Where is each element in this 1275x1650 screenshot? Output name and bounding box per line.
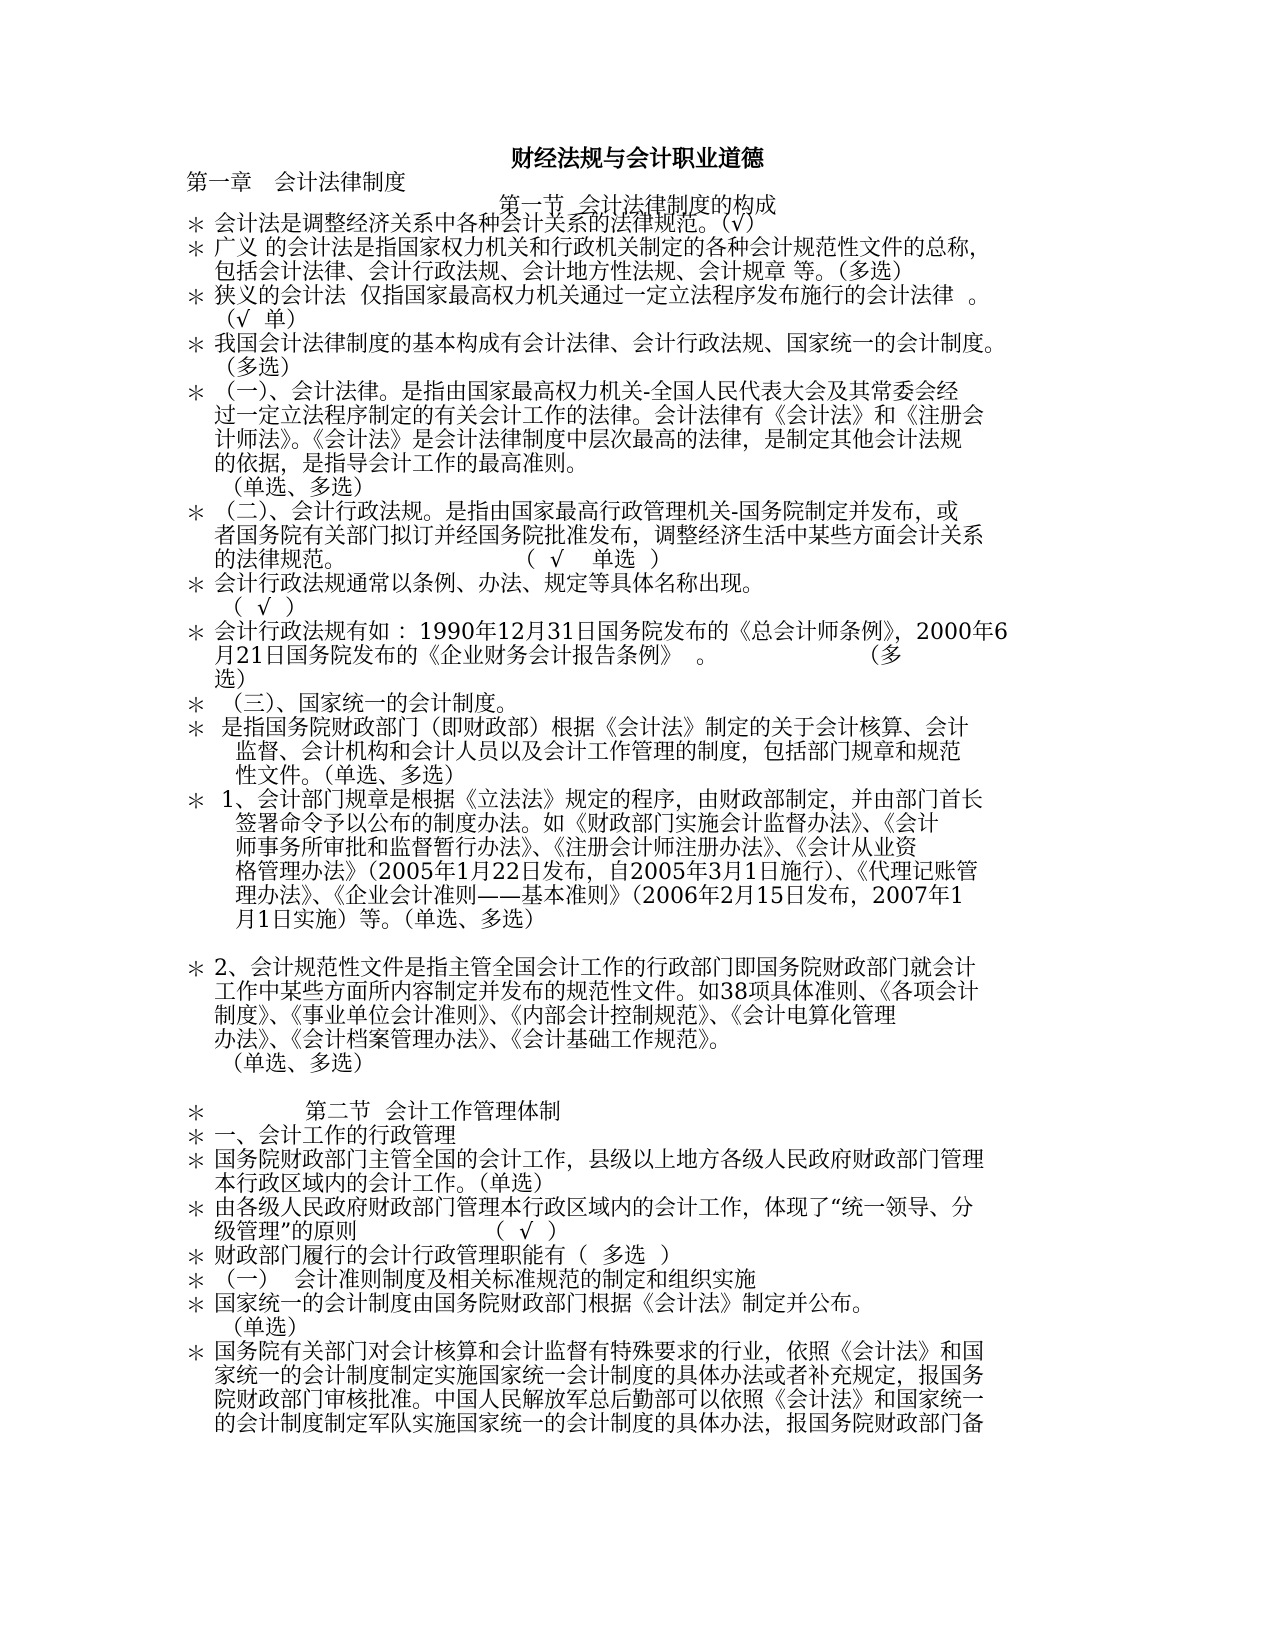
list-item-text bbox=[214, 1269, 1086, 1293]
asterisk-bullet-icon: ＊ bbox=[186, 1197, 206, 1221]
text-line: 国家统一的会计制度由国务院财政部门根据《会计法》制定并公布。 bbox=[214, 1292, 875, 1317]
list-item-text bbox=[214, 1293, 1086, 1341]
list-item bbox=[186, 573, 1086, 621]
text-line: 者国务院有关部门拟订并经国务院批准发布，调整经济生活中某些方面会计关系 bbox=[214, 524, 985, 549]
text-line: 办法》、《会计档案管理办法》、《会计基础工作规范》。 bbox=[214, 1028, 732, 1053]
asterisk-bullet-icon: ＊ bbox=[186, 381, 206, 405]
list-item bbox=[186, 1101, 1086, 1125]
text-line: 我国会计法律制度的基本构成有会计法律、会计行政法规、国家统一的会计制度。 bbox=[214, 332, 1007, 357]
list-item-text bbox=[214, 501, 1086, 573]
text-line: 的法律规范。 （ √ 单选 ） bbox=[214, 548, 672, 573]
list-item-text bbox=[214, 573, 1086, 621]
text-line: 理办法》、《企业会计准则——基本准则》（2006年2月15日发布，2007年1 bbox=[214, 884, 964, 909]
text-line: 签署命令予以公布的制度办法。如《财政部门实施会计监督办法》、《会计 bbox=[214, 812, 939, 837]
asterisk-bullet-icon: ＊ bbox=[186, 573, 206, 597]
asterisk-bullet-icon: ＊ bbox=[186, 285, 206, 309]
text-line: 过一定立法程序制定的有关会计工作的法律。会计法律有《会计法》和《注册会 bbox=[214, 404, 985, 429]
text-line: 家统一的会计制度制定实施国家统一会计制度的具体办法或者补充规定，报国务 bbox=[214, 1364, 985, 1389]
text-line: （一）、会计法律。是指由国家最高权力机关-全国人民代表大会及其常委会经 bbox=[214, 380, 959, 405]
list-item-text bbox=[214, 333, 1086, 381]
asterisk-bullet-icon: ＊ bbox=[186, 213, 206, 237]
list-item bbox=[186, 693, 1086, 717]
list-item-text bbox=[214, 1245, 1086, 1269]
text-line: 的会计制度制定军队实施国家统一的会计制度的具体办法，报国务院财政部门备 bbox=[214, 1412, 985, 1437]
list-item bbox=[186, 1197, 1086, 1245]
list-item-text bbox=[214, 1101, 1086, 1125]
text-line: 第二节 会计工作管理体制 bbox=[214, 1100, 561, 1125]
text-line: 工作中某些方面所内容制定并发布的规范性文件。如38项具体准则、《各项会计 bbox=[214, 980, 979, 1005]
list-item-text bbox=[214, 381, 1086, 501]
asterisk-bullet-icon: ＊ bbox=[186, 693, 206, 717]
text-line: （多选） bbox=[214, 356, 303, 381]
text-line: （单选、多选） bbox=[214, 1052, 375, 1077]
asterisk-bullet-icon: ＊ bbox=[186, 789, 206, 813]
asterisk-bullet-icon: ＊ bbox=[186, 1293, 206, 1317]
section-heading: 第一节 会计法律制度的构成 bbox=[498, 194, 777, 219]
text-line: 财政部门履行的会计行政管理职能有（ 多选 ） bbox=[214, 1244, 682, 1269]
text-line: 包括会计法律、会计行政法规、会计地方性法规、会计规章 等。（多选） bbox=[214, 260, 914, 285]
asterisk-bullet-icon: ＊ bbox=[186, 957, 206, 981]
list-item-text bbox=[214, 1149, 1086, 1197]
text-line: 1、会计部门规章是根据《立法法》规定的程序，由财政部制定，并由部门首长 bbox=[214, 788, 983, 813]
text-line: （三）、国家统一的会计制度。 bbox=[214, 692, 518, 717]
text-line: 计师法》。《会计法》是会计法律制度中层次最高的法律，是制定其他会计法规 bbox=[214, 428, 963, 453]
list-item-text bbox=[214, 957, 1086, 1077]
list-item-text bbox=[214, 717, 1086, 789]
text-line: 国务院财政部门主管全国的会计工作，县级以上地方各级人民政府财政部门管理 bbox=[214, 1148, 985, 1173]
text-line: （ √ ） bbox=[214, 596, 307, 621]
list-item-text bbox=[214, 213, 1086, 237]
list-item-text bbox=[214, 1197, 1086, 1245]
text-line: 月1日实施）等。（单选、多选） bbox=[214, 908, 546, 933]
list-item bbox=[186, 621, 1086, 693]
text-line: 会计行政法规通常以条例、办法、规定等具体名称出现。 bbox=[214, 572, 765, 597]
text-line: 由各级人民政府财政部门管理本行政区域内的会计工作，体现了“统一领导、分 bbox=[214, 1196, 974, 1221]
list-item bbox=[186, 213, 1086, 237]
list-item bbox=[186, 1293, 1086, 1341]
asterisk-bullet-icon: ＊ bbox=[186, 621, 206, 645]
text-line: （二）、会计行政法规。是指由国家最高行政管理机关-国务院制定并发布，或 bbox=[214, 500, 959, 525]
asterisk-bullet-icon: ＊ bbox=[186, 333, 206, 357]
list-item bbox=[186, 501, 1086, 573]
asterisk-bullet-icon: ＊ bbox=[186, 1269, 206, 1293]
text-line: 国务院有关部门对会计核算和会计监督有特殊要求的行业，依照《会计法》和国 bbox=[214, 1340, 985, 1365]
asterisk-bullet-icon: ＊ bbox=[186, 1149, 206, 1173]
list-item-text bbox=[214, 1341, 1086, 1437]
document-title: 财经法规与会计职业道德 bbox=[511, 146, 764, 172]
list-item-text bbox=[214, 237, 1086, 285]
list-item bbox=[186, 1149, 1086, 1197]
text-line: 制度》、《事业单位会计准则》、《内部会计控制规范》、《会计电算化管理 bbox=[214, 1004, 897, 1029]
text-line: 会计法是调整经济关系中各种会计关系的法律规范。（√） bbox=[214, 212, 768, 237]
text-line: （单选） bbox=[214, 1316, 309, 1341]
text-line: 格管理办法》（2005年1月22日发布，自2005年3月1日施行）、《代理记账管 bbox=[214, 860, 978, 885]
text-line: （一） 会计准则制度及相关标准规范的制定和组织实施 bbox=[214, 1268, 756, 1293]
text-line: 监督、会计机构和会计人员以及会计工作管理的制度，包括部门规章和规范 bbox=[214, 740, 961, 765]
list-item bbox=[186, 1245, 1086, 1269]
asterisk-bullet-icon: ＊ bbox=[186, 237, 206, 261]
list-item bbox=[186, 285, 1086, 333]
text-line: 师事务所审批和监督暂行办法》、《注册会计师注册办法》、《会计从业资 bbox=[214, 836, 917, 861]
list-item-text bbox=[214, 285, 1086, 333]
list-item bbox=[186, 333, 1086, 381]
list-item bbox=[186, 717, 1086, 789]
list-item bbox=[186, 957, 1086, 1077]
asterisk-bullet-icon: ＊ bbox=[186, 1101, 206, 1125]
list-item bbox=[186, 381, 1086, 501]
text-line: （单选、多选） bbox=[214, 476, 375, 501]
asterisk-bullet-icon: ＊ bbox=[186, 501, 206, 525]
text-line: 级管理”的原则 （ √ ） bbox=[214, 1220, 570, 1245]
list-item bbox=[186, 1341, 1086, 1437]
text-line: 选） bbox=[214, 668, 259, 693]
text-line: 2、会计规范性文件是指主管全国会计工作的行政部门即国务院财政部门就会计 bbox=[214, 956, 976, 981]
text-line: 广义 的会计法是指国家权力机关和行政机关制定的各种会计规范性文件的总称， bbox=[214, 236, 991, 261]
text-line: 月21日国务院发布的《企业财务会计报告条例》 。 （多 bbox=[214, 644, 902, 669]
list-item bbox=[186, 1125, 1086, 1149]
asterisk-bullet-icon: ＊ bbox=[186, 1125, 206, 1149]
chapter-heading: 第一章 会计法律制度 bbox=[186, 171, 407, 196]
asterisk-bullet-icon: ＊ bbox=[186, 1245, 206, 1269]
asterisk-bullet-icon: ＊ bbox=[186, 1341, 206, 1365]
list-item-text bbox=[214, 621, 1086, 693]
list-item-text bbox=[214, 789, 1086, 933]
text-line: 会计行政法规有如 ：1990年12月31日国务院发布的《总会计师条例》，2000年6 bbox=[214, 620, 1008, 645]
text-line: 性文件。（单选、多选） bbox=[214, 764, 466, 789]
text-line: （√ 单） bbox=[214, 308, 309, 333]
list-item-text bbox=[214, 693, 1086, 717]
text-line: 狭义的会计法 仅指国家最高权力机关通过一定立法程序发布施行的会计法律 。 bbox=[214, 284, 990, 309]
text-line: 本行政区域内的会计工作。（单选） bbox=[214, 1172, 556, 1197]
list-item-text bbox=[214, 1125, 1086, 1149]
text-line: 是指国务院财政部门（即财政部）根据《会计法》制定的关于会计核算、会计 bbox=[214, 716, 969, 741]
asterisk-bullet-icon: ＊ bbox=[186, 717, 206, 741]
text-line: 一、会计工作的行政管理 bbox=[214, 1124, 457, 1149]
text-line: 院财政部门审核批准。中国人民解放军总后勤部可以依照《会计法》和国家统一 bbox=[214, 1388, 985, 1413]
list-item bbox=[186, 1269, 1086, 1293]
list-item bbox=[186, 237, 1086, 285]
text-line: 的依据，是指导会计工作的最高准则。 bbox=[214, 452, 589, 477]
list-item bbox=[186, 789, 1086, 933]
